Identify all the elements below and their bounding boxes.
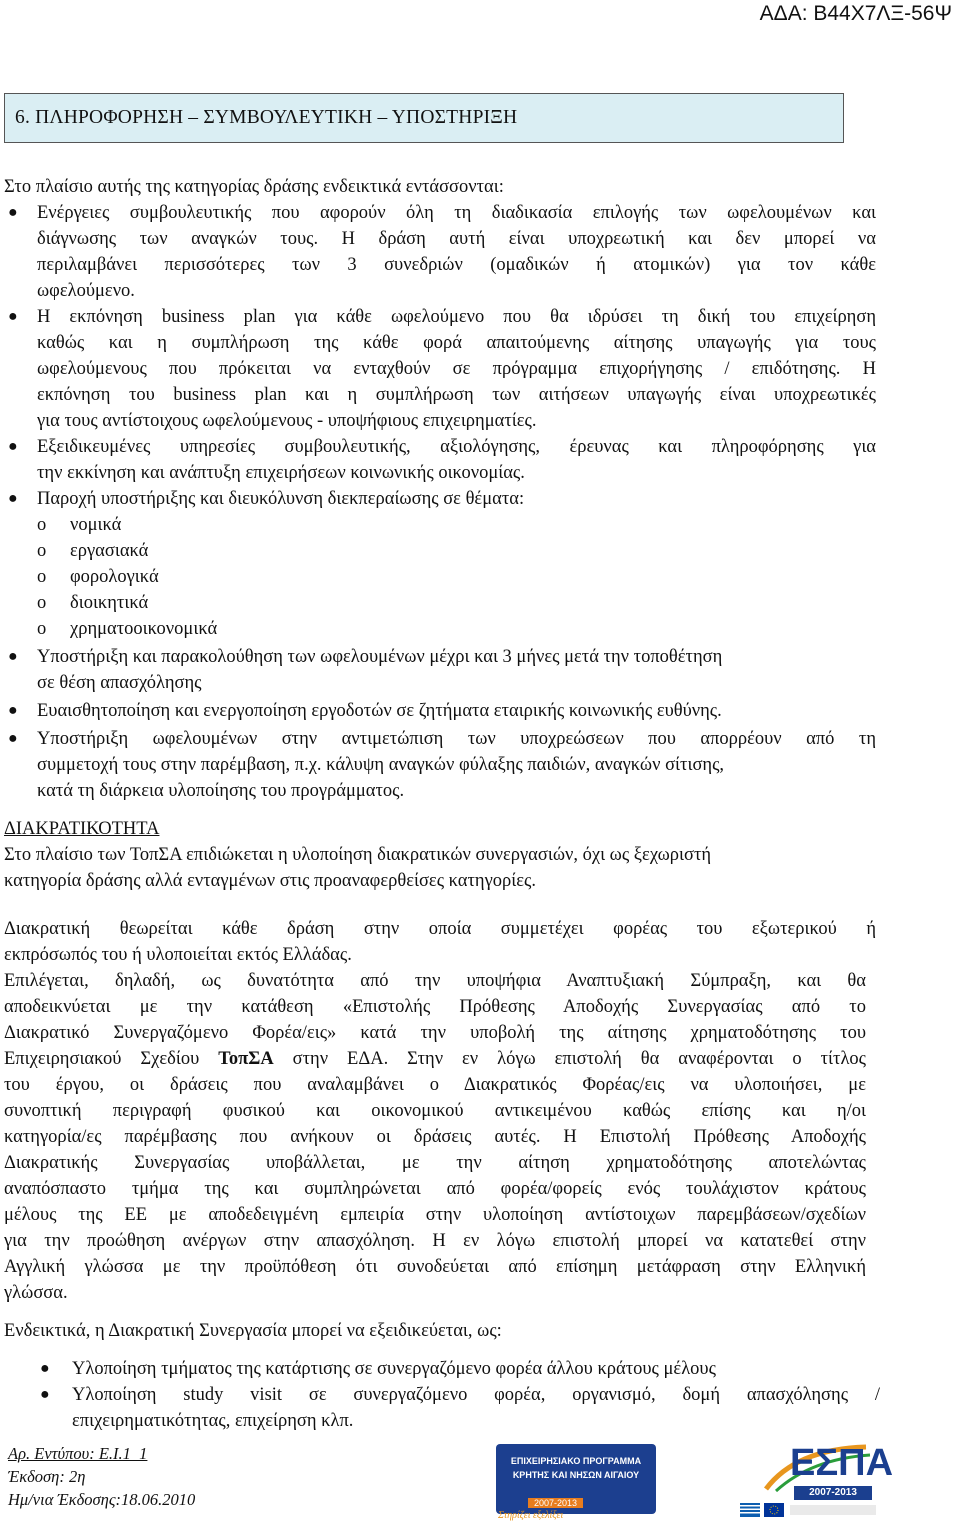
sub-item: εργασιακά xyxy=(70,541,149,561)
diak-p4: Ενδεικτικά, η Διακρατική Συνεργασία μπορεί να εξειδικεύεται, ως: xyxy=(4,1321,502,1341)
sub-bullet-icon: o xyxy=(37,515,47,535)
diak-p3-line4-c: στην ΕΔΑ. Στην εν λόγω επιστολή θα αναφέρονται ο τίτλος xyxy=(273,1049,866,1069)
sub-item: χρηματοοικονομικά xyxy=(70,619,218,639)
diak-p3-line6: συνοπτική περιγραφή φυσικού και οικονομικού αντικειμένου καθώς επίσης και η/οι xyxy=(4,1101,866,1121)
diak-p3-line11: για την προώθηση ανέργων στην απασχόληση. Η εν λόγω επιστολή μπορεί να κατατεθεί στην xyxy=(4,1231,866,1251)
diak-p2-line1: Διακρατική θεωρείται κάθε δράση στην οποία συμμετέχει φορέας του εξωτερικού ή xyxy=(4,919,876,939)
intro-text: Στο πλαίσιο αυτής της κατηγορίας δράσης ενδεικτικά εντάσσονται: xyxy=(4,177,504,197)
form-number: Αρ. Εντύπου: Ε.Ι.1_1 xyxy=(8,1444,148,1463)
bullet-icon: ● xyxy=(8,490,18,507)
bullet-icon: ● xyxy=(40,1386,50,1403)
bullet-icon: ● xyxy=(8,730,18,747)
bullet-icon: ● xyxy=(8,308,18,325)
section-title-box xyxy=(4,93,844,143)
bullet3-line1: Εξειδικευμένες υπηρεσίες συμβουλευτικής, αξιολόγησης, έρευνας και πληροφόρησης για xyxy=(37,437,876,457)
sub-item: φορολογικά xyxy=(70,567,159,587)
bullet7-line2: συμμετοχή τους στην παρέμβαση, π.χ. κάλυψη αναγκών φύλαξης παιδιών, αναγκών σίτισης, xyxy=(37,755,725,775)
diak-p3-line7: κατηγορία/ες παρέμβασης που ανήκουν οι δράσεις αυτές. Η Επιστολή Πρόθεσης Αποδοχής xyxy=(4,1127,866,1147)
sub-item: διοικητικά xyxy=(70,593,149,613)
edition: Έκδοση: 2η xyxy=(8,1467,86,1486)
diakratikotita-heading: ΔΙΑΚΡΑΤΙΚΟΤΗΤΑ xyxy=(4,819,160,839)
diak-c2-line1: Υλοποίηση study visit σε συνεργαζόμενο φορέα, οργανισμό, δομή απασχόλησης / xyxy=(72,1385,880,1405)
bullet5-line2: σε θέση απασχόλησης xyxy=(37,673,202,693)
edition-date: Ημ/νια Έκδοσης:18.06.2010 xyxy=(8,1490,196,1509)
ada-code: ΑΔΑ: Β44Χ7ΛΞ-56Ψ xyxy=(759,2,952,25)
program-logo xyxy=(496,1444,656,1514)
diak-c2-line2: επιχειρηματικότητας, επιχείρηση κλπ. xyxy=(72,1411,354,1431)
bullet-icon: ● xyxy=(8,648,18,665)
bullet6-line1: Ευαισθητοποίηση και ενεργοποίηση εργοδοτών σε ζητήματα εταιρικής κοινωνικής ευθύνης. xyxy=(37,701,722,721)
sub-bullet-icon: o xyxy=(37,567,47,587)
bullet7-line3: κατά τη διάρκεια υλοποίησης του προγράμματος. xyxy=(37,781,405,801)
bullet1-line2: διάγνωσης των αναγκών τους. Η δράση αυτή είναι υποχρεωτική και δεν μπορεί να xyxy=(37,229,876,249)
program-slogan: Στηρίζει εξελίξει xyxy=(498,1510,564,1521)
espa-logo-text: ΕΣΠΑ xyxy=(790,1442,894,1484)
diak-p3-line2: αποδεικνύεται με την κατάθεση «Επιστολής Πρόθεσης Αποδοχής Συνεργασίας από το xyxy=(4,997,866,1017)
diak-p3-line3: Διακρατικό Συνεργαζόμενο Φορέα/εις» κατά την υποβολή της αίτησης χρηματοδότησης του xyxy=(4,1023,866,1043)
espa-logo-years: 2007-2013 xyxy=(794,1486,872,1500)
diak-p3-line4 xyxy=(4,1048,866,1070)
bullet-icon: ● xyxy=(40,1360,50,1377)
bullet2-line1: Η εκπόνηση business plan για κάθε ωφελούμενο που θα ιδρύσει τη δική του επιχείρηση xyxy=(37,307,876,327)
program-logo-years: 2007-2013 xyxy=(528,1498,583,1508)
diak-p3-line12: Αγγλική γλώσσα με την προϋπόθεση ότι συνοδεύεται από επίσημη μετάφραση στην Ελληνική xyxy=(4,1257,866,1277)
diak-p3-line4-a: Επιχειρησιακού Σχεδίου xyxy=(4,1049,219,1069)
bullet2-line2: καθώς και η συμπλήρωση της κάθε φορά απαιτούμενης αίτησης υπαγωγής για τους xyxy=(37,333,876,353)
bullet4-line1: Παροχή υποστήριξης και διευκόλυνση διεκπεραίωσης σε θέματα: xyxy=(37,489,525,509)
sub-bullet-icon: o xyxy=(37,541,47,561)
diak-p3-line8: Διακρατικής Συνεργασίας υποβάλλεται, με την αίτηση χρηματοδότησης αποτελώντας xyxy=(4,1153,866,1173)
diak-p2-line2: εκπρόσωπός του ή υλοποιείται εκτός Ελλάδας. xyxy=(4,945,352,965)
bullet7-line1: Υποστήριξη ωφελουμένων στην αντιμετώπιση των υποχρεώσεων που απορρέουν από τη xyxy=(37,729,876,749)
bullet2-line3: ωφελούμενους που πρόκειται να ενταχθούν σε πρόγραμμα επιχορήγησης / επιδότησης. Η xyxy=(37,359,876,379)
bullet-icon: ● xyxy=(8,204,18,221)
diak-p1-line2: κατηγορία δράσης αλλά ενταγμένων στις προαναφερθείσες κατηγορίες. xyxy=(4,871,536,891)
sub-bullet-icon: o xyxy=(37,619,47,639)
diak-p1-line1: Στο πλαίσιο των ΤοπΣΑ επιδιώκεται η υλοποίηση διακρατικών συνεργασιών, όχι ως ξεχωριστή xyxy=(4,845,712,865)
bullet1-line4: ωφελούμενο. xyxy=(37,281,135,301)
program-logo-line1: ΕΠΙΧΕΙΡΗΣΙΑΚΟ ΠΡΟΓΡΑΜΜΑ xyxy=(510,1456,642,1466)
bullet2-line5: για τους αντίστοιχους ωφελούμενους - υποψήφιους επιχειρηματίες. xyxy=(37,411,537,431)
bullet-icon: ● xyxy=(8,702,18,719)
diak-p3-line10: μέλους της ΕΕ με αποδεδειγμένη εμπειρία στην υλοποίηση αντίστοιχων παρεμβάσεων/σχεδίων xyxy=(4,1205,866,1225)
diak-p3-line9: αναπόσπαστο τμήμα της και συμπληρώνεται από φορέα/φορείς ενός τουλάχιστον κράτους xyxy=(4,1179,866,1199)
diak-p3-line1: Επιλέγεται, δηλαδή, ως δυνατότητα από την υποψήφια Αναπτυξιακή Σύμπραξη, και θα xyxy=(4,971,866,991)
bullet5-line1: Υποστήριξη και παρακολούθηση των ωφελουμένων μέχρι και 3 μήνες μετά την τοποθέτηση xyxy=(37,647,723,667)
section-title: 6. ΠΛΗΡΟΦΟΡΗΣΗ – ΣΥΜΒΟΥΛΕΥΤΙΚΗ – ΥΠΟΣΤΗΡΙΞΗ xyxy=(15,107,518,128)
sub-bullet-icon: o xyxy=(37,593,47,613)
diak-p3-line13: γλώσσα. xyxy=(4,1283,68,1303)
bullet3-line2: την εκκίνηση και ανάπτυξη επιχειρήσεων κοινωνικής οικονομίας. xyxy=(37,463,525,483)
bullet2-line4: εκπόνηση του business plan και η συμπλήρωση των αιτήσεων υπαγωγής είναι υποχρεωτικές xyxy=(37,385,876,405)
diak-c1: Υλοποίηση τμήματος της κατάρτισης σε συνεργαζόμενο φορέα άλλου κράτους μέλους xyxy=(72,1359,716,1379)
program-logo-line2: ΚΡΗΤΗΣ ΚΑΙ ΝΗΣΩΝ ΑΙΓΑΙΟΥ xyxy=(512,1470,640,1480)
flags-icon xyxy=(740,1503,878,1517)
bullet1-line3: περιλαμβάνει περισσότερες των 3 συνεδριών (ομαδικών ή ατομικών) για τον κάθε xyxy=(37,255,876,275)
bullet-icon: ● xyxy=(8,438,18,455)
bullet1-line1: Ενέργειες συμβουλευτικής που αφορούν όλη τη διαδικασία επιλογής των ωφελουμένων και xyxy=(37,203,876,223)
sub-item: νομικά xyxy=(70,515,122,535)
topsa-bold: ΤοπΣΑ xyxy=(218,1049,274,1069)
diak-p3-line5: του έργου, οι δράσεις που αναλαμβάνει ο Διακρατικός Φορέας/εις να υλοποιήσει, με xyxy=(4,1075,866,1095)
